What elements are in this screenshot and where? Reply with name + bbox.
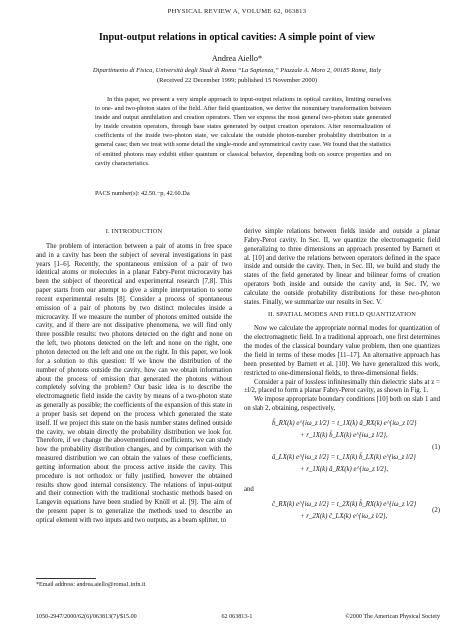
intro-paragraph: The problem of interaction between a pair of atoms in free space and in a cavity has been the subject of several investigations in past years [1–6]. Recently, the spontaneous emission of a pair of two identical atoms or molecules in a planar Fabry-Perot microcavity has been the subject of theoretical and experimental research [7,8]. This paper starts from our attempt to give a simple interpretation to some recent experimental results [8]. Consider a process of spontaneous emission of a pair of photons by two distinct molecules inside a microcavity. If we measure the number of photons emitted outside the cavity, and if there are not dissipative phenomena, we will find only three possible results: two photons detected on the right and none on the left, two photons detected on the left and none on the right, one photon detected on the left and one on the right. In this paper, we look for a solution to this question: If we know the distribution of the number of photons outside the cavity, how can we obtain information about the process of emission that generated the photons without completely solving the problem? Our basic idea is to describe the electromagnetic field inside the cavity by means of a two-photon state as generally as possible; the coefficients of the expansion of this state in a proper basis set depend on the process which generated the state itself. If we project this state on the basis number states defined outside the cavity, we obtain directly the probability distribution we look for. Therefore, if we change the abovementioned coefficients, we can study how the probability distribution changes, and by comparison with the measured distribution we can obtain the values of these coefficients, getting information about the process active inside the cavity. This procedure is not orthodox or fully justified, however the obtained results show good internal consistency. The relations of input-output and their connection with the traditional stochastic methods based on Langevin equations have been studied by Knöll et al. [9]. The aim of the present paper is to generalize the methods used to describe an optical element with two inputs and two outputs, as a beam splitter, to: [36, 242, 232, 524]
abstract-text: In this paper, we present a very simple approach to input-output relations in optical cavities, limiting ourselves to one- and two-photon states of the field. After field quantization, we derive the nonunitary transformation between inside and output annihilation and creation operators. Then we express the most general two-photon state generated by inside creation operators, through base states generated by output creation operators. After renormalization of coefficients of the inside two-photon state, we calculate the outside photon-number probability distribution in a general case; then we treat with some detail the single-mode and symmetrical cavity case. We found that the statistics of emitted photons may exhibit either quantum or classical behavior, depending both on source properties and on cavity characteristics.: [95, 96, 391, 167]
equation-1a-line1: b̂_RX(k) e^{iω_z l/2} = t_1X(k) â_RX(k) e^{iω_z l/2}: [272, 419, 417, 427]
footer-issn: 1050-2947/2000/62(6)/063813(7)/$15.00: [36, 614, 137, 620]
footer-page-number: 62 063813-1: [221, 614, 253, 620]
equation-2-number: (2): [432, 506, 440, 514]
intro-heading: I. INTRODUCTION: [105, 228, 163, 235]
equation-1b-line1: â_LX(k) e^{iω_z l/2} = t_1X(k) b̂_LX(k) e^{iω_z l/2}: [272, 453, 416, 461]
pacs-numbers: PACS number(s): 42.50.−p, 42.60.Da: [95, 190, 190, 197]
and-connector: and: [244, 485, 254, 493]
received-date: (Received 22 December 1999; published 15 November 2000): [156, 77, 318, 84]
spatial-modes-heading: II. SPATIAL MODES AND FIELD QUANTIZATION: [267, 310, 417, 318]
equation-1a-line2: + r_1X(k) b̂_LX(k) e^{iω_z l/2},: [300, 431, 388, 439]
left-column: [36, 228, 232, 526]
footnote-rule: [36, 578, 96, 579]
author: Andrea Aiello*: [211, 54, 263, 63]
equation-1b-line2: + r_1X(k) â_RX(k) e^{iω_z l/2},: [300, 465, 389, 473]
equation-2: [244, 501, 440, 529]
equation-1b: [244, 443, 440, 482]
footnote-email: *Email address: andrea.aiello@roma1.infn.it: [36, 582, 146, 588]
spatial-paragraph-2: Consider a pair of lossless infinitesimally thin dielectric slabs at z = ±l/2, placed to form a planar Fabry-Perot cavity, as shown in Fig. 1.: [244, 378, 440, 395]
spatial-paragraph-1: Now we calculate the appropriate normal modes for quantization of the electromagnetic field. In a traditional approach, one first determines the modes of the classical boundary value problem, then one quantizes the field in terms of these modes [11–17]. An alternative approach has been presented by Barnett et al. [10]. We have generalized this work, restricted to one-dimensional fields, to three-dimensional fields.: [244, 325, 440, 377]
paper-title: Input-output relations in optical cavities: A simple point of view: [98, 32, 376, 43]
footer-copyright: ©2000 The American Physical Society: [345, 614, 440, 620]
intro-continuation: derive simple relations between fields inside and outside a planar Fabry-Perot cavity. In Sec. II, we quantize the electromagnetic field generalizing to three dimensions an approach presented by Barnett et al. [10] and derive the relations between operators defined in the space inside and outside the cavity. Then, in Sec. III, we build and study the states of the field generated by linear and bilinear forms of creation operators both inside and outside the cavity and, in Sec. IV, we calculate the outside probability distributions for these two-photon states. Finally, we summarize our results in Sec. V.: [244, 228, 440, 306]
spatial-paragraph-3: We impose appropriate boundary conditions [10] both on slab 1 and on slab 2, obtaining, respectively,: [244, 396, 440, 413]
running-head: PHYSICAL REVIEW A, VOLUME 62, 063813: [167, 8, 307, 15]
affiliation: Dipartimento di Fisica, Università degli Studi di Roma “La Sapienza,” Piazzale A. Moro 2, 00185 Rome, Italy: [92, 67, 382, 74]
equation-1-number: (1): [432, 443, 440, 451]
equation-2-line2: + r_2X(k) ĉ_LX(k) e^{iω_z l/2},: [300, 512, 388, 520]
right-column: [244, 228, 440, 531]
equation-2-line1: ĉ_RX(k) e^{iω_z l/2} = t_2X(k) b̂_RX(k) e^{iω_z l/2}: [272, 500, 417, 508]
equation-1a: [244, 420, 440, 448]
abstract: [95, 95, 391, 168]
